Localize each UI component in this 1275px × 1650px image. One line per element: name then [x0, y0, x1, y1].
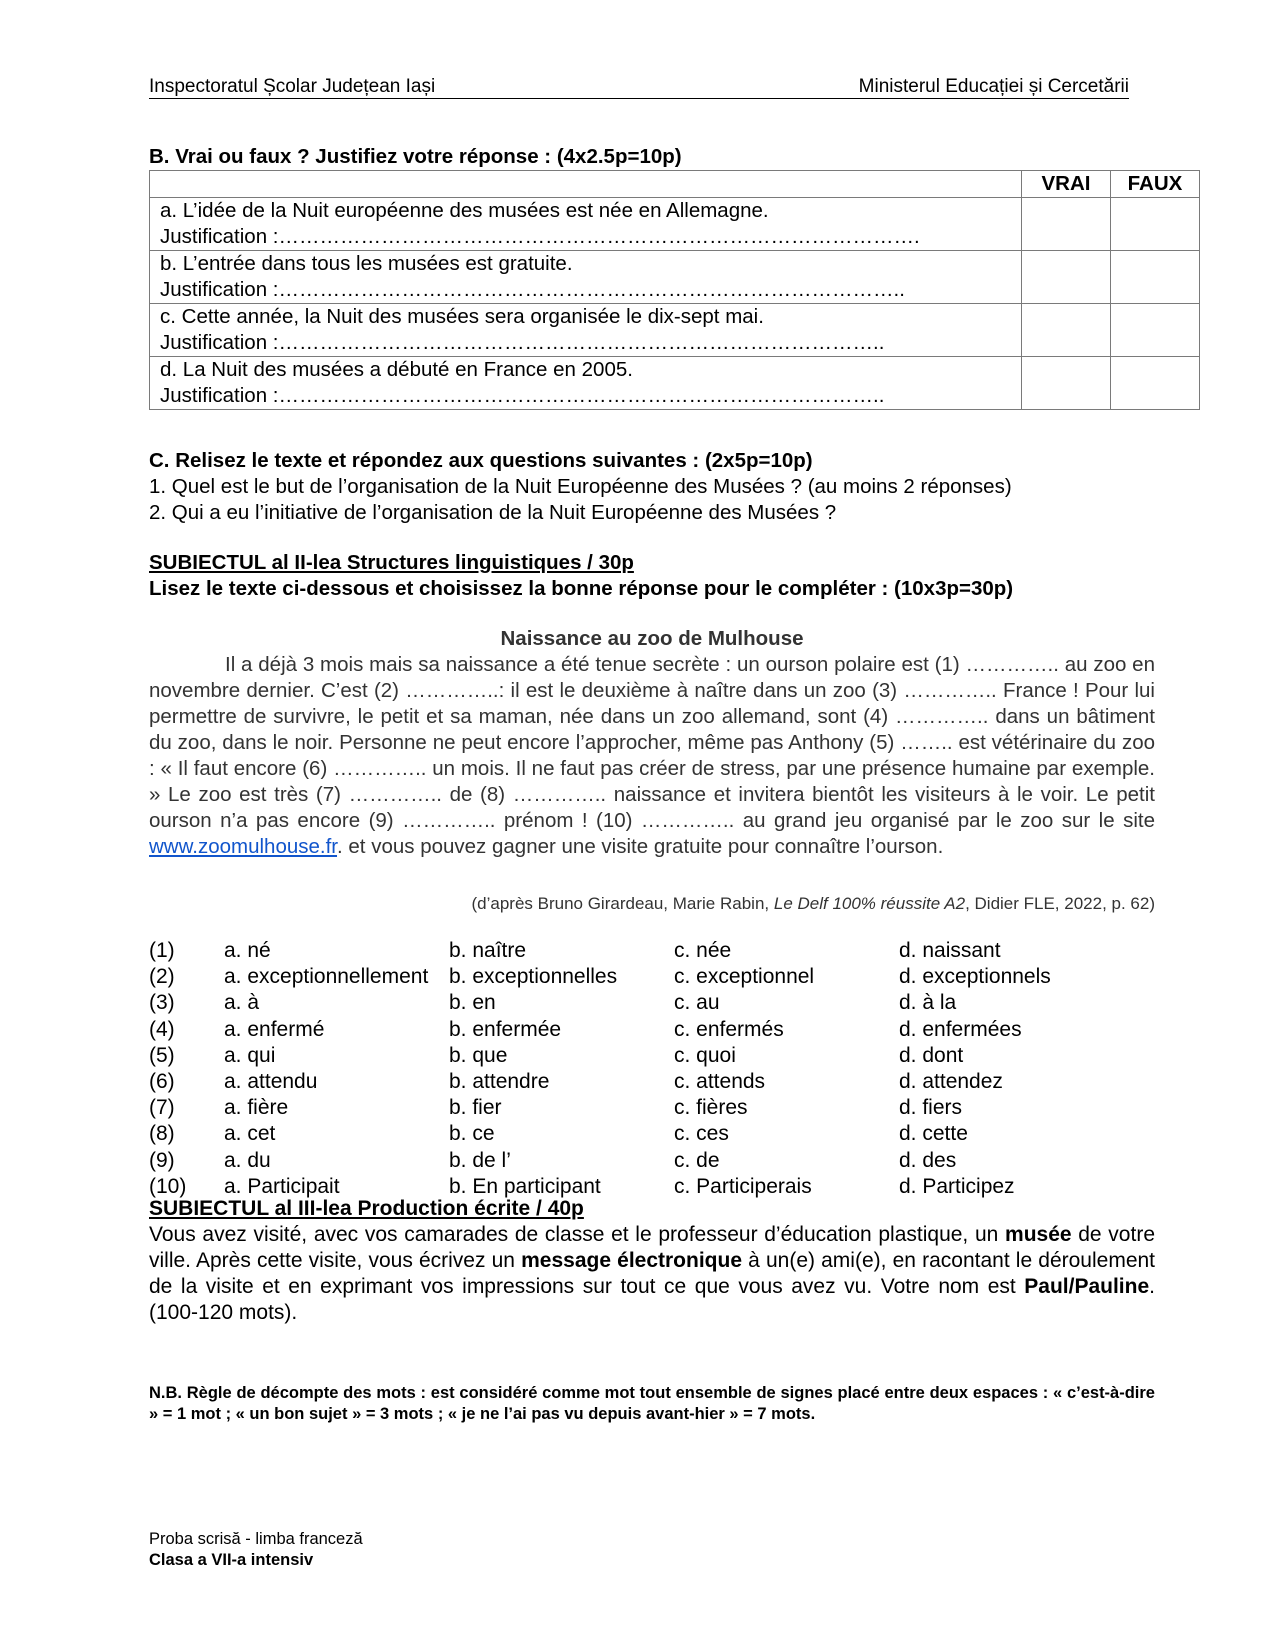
question-2: 2. Qui a eu l’initiative de l’organisation de la Nuit Européenne des Musées ?: [149, 501, 837, 524]
faux-box-c[interactable]: [1111, 304, 1200, 357]
citation-publisher: , Didier FLE, 2022, p. 62): [965, 894, 1155, 913]
option-a[interactable]: a. cet: [224, 1122, 276, 1146]
table-row: [150, 251, 1200, 304]
justification-c[interactable]: Justification :……………………………………………………………………………..: [160, 331, 885, 354]
page-header: [149, 76, 1129, 99]
option-number: (2): [149, 965, 175, 989]
faux-box-d[interactable]: [1111, 357, 1200, 410]
option-d[interactable]: d. enfermées: [899, 1017, 1022, 1041]
prompt-part: Vous avez visité, avec vos camarades de classe et le professeur d’éducation plastique, un: [149, 1223, 1006, 1246]
option-number: (1): [149, 939, 175, 962]
prompt-part: à un(e) ami(e), en racontant le déroulement de la visite et en exprimant vos impressions sur tout ce que vous avez vu. Votre nom est: [149, 1249, 1156, 1298]
option-d[interactable]: d. des: [899, 1148, 957, 1172]
option-c[interactable]: c. au: [674, 991, 720, 1015]
option-d[interactable]: d. à la: [899, 991, 957, 1015]
option-a[interactable]: a. Participait: [224, 1174, 340, 1198]
header-inspectorate: Inspectoratul Școlar Județean Iași: [149, 76, 436, 97]
option-c[interactable]: c. exceptionnel: [674, 965, 815, 989]
prompt-bold-museum: musée: [1005, 1223, 1072, 1246]
option-number: (6): [149, 1069, 175, 1093]
prompt-bold-name: Paul/Pauline: [1024, 1275, 1150, 1298]
question-1: 1. Quel est le but de l’organisation de la Nuit Européenne des Musées ? (au moins 2 réponses): [149, 475, 1012, 498]
footer-class: Clasa a VII-a intensiv: [149, 1551, 314, 1569]
option-a[interactable]: a. fière: [224, 1096, 289, 1120]
option-b[interactable]: b. fier: [449, 1096, 502, 1120]
option-c[interactable]: c. quoi: [674, 1043, 736, 1067]
true-false-table: [149, 170, 1200, 410]
word-count-note: N.B. Règle de décompte des mots : est considéré comme mot tout ensemble de signes placé entre deux espaces : « c’est-à-dire » = 1 mot ; « un bon sujet » = 3 mots ; « je ne l’ai pas vu depuis avant-hier » = 7 mots.: [149, 1384, 1155, 1423]
option-b[interactable]: b. que: [449, 1043, 508, 1067]
zoo-website-link[interactable]: www.zoomulhouse.fr: [149, 835, 338, 858]
story-title: Naissance au zoo de Mulhouse: [500, 627, 804, 650]
option-c[interactable]: c. fières: [674, 1096, 748, 1120]
option-a[interactable]: a. à: [224, 991, 260, 1015]
subject-3-heading: SUBIECTUL al III-lea Production écrite / 40p: [149, 1197, 584, 1220]
statement-a: a. L’idée de la Nuit européenne des musées est née en Allemagne.: [160, 199, 769, 222]
table-header-row: [150, 171, 1200, 198]
option-b[interactable]: b. En participant: [449, 1174, 601, 1198]
option-b[interactable]: b. exceptionnelles: [449, 965, 618, 989]
statement-d: d. La Nuit des musées a débuté en France en 2005.: [160, 358, 633, 381]
statement-b: b. L’entrée dans tous les musées est gratuite.: [160, 252, 573, 275]
story-body: Il a déjà 3 mois mais sa naissance a été tenue secrète : un ourson polaire est (1) ………….. au zoo en novembre dernier. C’est (2) …………..: il est le deuxième à naître dans un zoo (3) ………….. France ! Pour lui permettre de survivre, le petit et sa maman, née dans un zoo allemand, sont (4) ………….. dans un bâtiment du zoo, dans le noir. Personne ne peut encore l’approcher, même pas Anthony (5) …….. est vétérinaire du zoo : « Il faut encore (6) ………….. un mois. Il ne faut pas créer de stress, par une présence humaine par exemple. » Le zoo est très (7) ………….. de (8) ………….. naissance et invitera bientôt les visiteurs à le voir. Le petit ourson n’a pas encore (9) ………….. prénom ! (10) ………….. au grand jeu organisé par le zoo sur le site: [149, 653, 1155, 832]
justification-d[interactable]: Justification :……………………………………………………………………………..: [160, 384, 885, 407]
option-b[interactable]: b. de l’: [449, 1148, 511, 1172]
prompt-part: . (100-120 mots).: [149, 1275, 1155, 1324]
story-end: . et vous pouvez gagner une visite gratuite pour connaître l’ourson.: [337, 835, 944, 858]
subject-2-instruction: Lisez le texte ci-dessous et choisissez la bonne réponse pour le compléter : (10x3p=30p): [149, 577, 1014, 600]
prompt-bold-email: message électronique: [521, 1249, 743, 1272]
option-number: (5): [149, 1043, 175, 1067]
option-c[interactable]: c. née: [674, 939, 732, 962]
subject-3: [149, 1196, 1155, 1326]
table-row: [150, 304, 1200, 357]
option-d[interactable]: d. exceptionnels: [899, 965, 1051, 989]
justification-a[interactable]: Justification :………………………………………………………………………………….: [160, 225, 920, 248]
vrai-box-a[interactable]: [1022, 198, 1111, 251]
prompt-part: de votre ville. Après cette visite, vous écrivez un: [149, 1223, 1155, 1272]
subject-3-prompt: [149, 1222, 1155, 1326]
table-row: [150, 357, 1200, 410]
option-c[interactable]: c. de: [674, 1148, 720, 1172]
option-d[interactable]: d. fiers: [899, 1096, 963, 1120]
citation-book: Le Delf 100% réussite A2: [773, 894, 966, 913]
subject-2-header: [149, 550, 1013, 602]
faux-box-a[interactable]: [1111, 198, 1200, 251]
option-a[interactable]: a. qui: [224, 1043, 276, 1067]
section-c: [149, 448, 1012, 526]
section-b-title: B. Vrai ou faux ? Justifiez votre réponse : (4x2.5p=10p): [149, 145, 682, 168]
faux-box-b[interactable]: [1111, 251, 1200, 304]
option-number: (8): [149, 1122, 175, 1146]
header-ministry: Ministerul Educației și Cercetării: [858, 76, 1129, 97]
option-d[interactable]: d. cette: [899, 1122, 968, 1146]
subject-2-heading: SUBIECTUL al II-lea Structures linguistiques / 30p: [149, 551, 634, 574]
option-number: (3): [149, 991, 175, 1015]
section-c-title: C. Relisez le texte et répondez aux questions suivantes : (2x5p=10p): [149, 449, 813, 472]
option-d[interactable]: d. attendez: [899, 1069, 1003, 1093]
table-row: [150, 198, 1200, 251]
option-a[interactable]: a. né: [224, 939, 271, 962]
citation-authors: (d’après Bruno Girardeau, Marie Rabin,: [471, 894, 774, 913]
vrai-box-c[interactable]: [1022, 304, 1111, 357]
option-b[interactable]: b. naître: [449, 939, 527, 962]
option-c[interactable]: c. Participerais: [674, 1174, 812, 1198]
story: [149, 626, 1155, 860]
vrai-box-d[interactable]: [1022, 357, 1111, 410]
option-d[interactable]: d. naissant: [899, 939, 1001, 962]
citation: [149, 894, 1155, 914]
option-b[interactable]: b. enfermée: [449, 1017, 562, 1041]
option-number: (10): [149, 1174, 187, 1198]
footer-exam: Proba scrisă - limba franceză: [149, 1530, 363, 1548]
option-c[interactable]: c. ces: [674, 1122, 729, 1146]
option-c[interactable]: c. attends: [674, 1069, 766, 1093]
option-a[interactable]: a. exceptionnellement: [224, 965, 429, 989]
option-number: (7): [149, 1096, 175, 1120]
option-d[interactable]: d. Participez: [899, 1174, 1015, 1198]
option-number: (4): [149, 1017, 175, 1041]
page-footer: [149, 1529, 363, 1571]
header-empty-cell: [150, 171, 1022, 198]
story-text: [149, 652, 1155, 860]
header-faux: FAUX: [1111, 171, 1200, 198]
option-c[interactable]: c. enfermés: [674, 1017, 784, 1041]
option-b[interactable]: b. ce: [449, 1122, 495, 1146]
option-b[interactable]: b. en: [449, 991, 496, 1015]
vrai-box-b[interactable]: [1022, 251, 1111, 304]
option-number: (9): [149, 1148, 175, 1172]
option-d[interactable]: d. dont: [899, 1043, 964, 1067]
option-b[interactable]: b. attendre: [449, 1069, 550, 1093]
justification-b[interactable]: Justification :………………………………………………………………………………..: [160, 278, 905, 301]
statement-c: c. Cette année, la Nuit des musées sera organisée le dix-sept mai.: [160, 305, 764, 328]
option-a[interactable]: a. du: [224, 1148, 271, 1172]
option-a[interactable]: a. enfermé: [224, 1017, 325, 1041]
option-a[interactable]: a. attendu: [224, 1069, 318, 1093]
header-vrai: VRAI: [1022, 171, 1111, 198]
